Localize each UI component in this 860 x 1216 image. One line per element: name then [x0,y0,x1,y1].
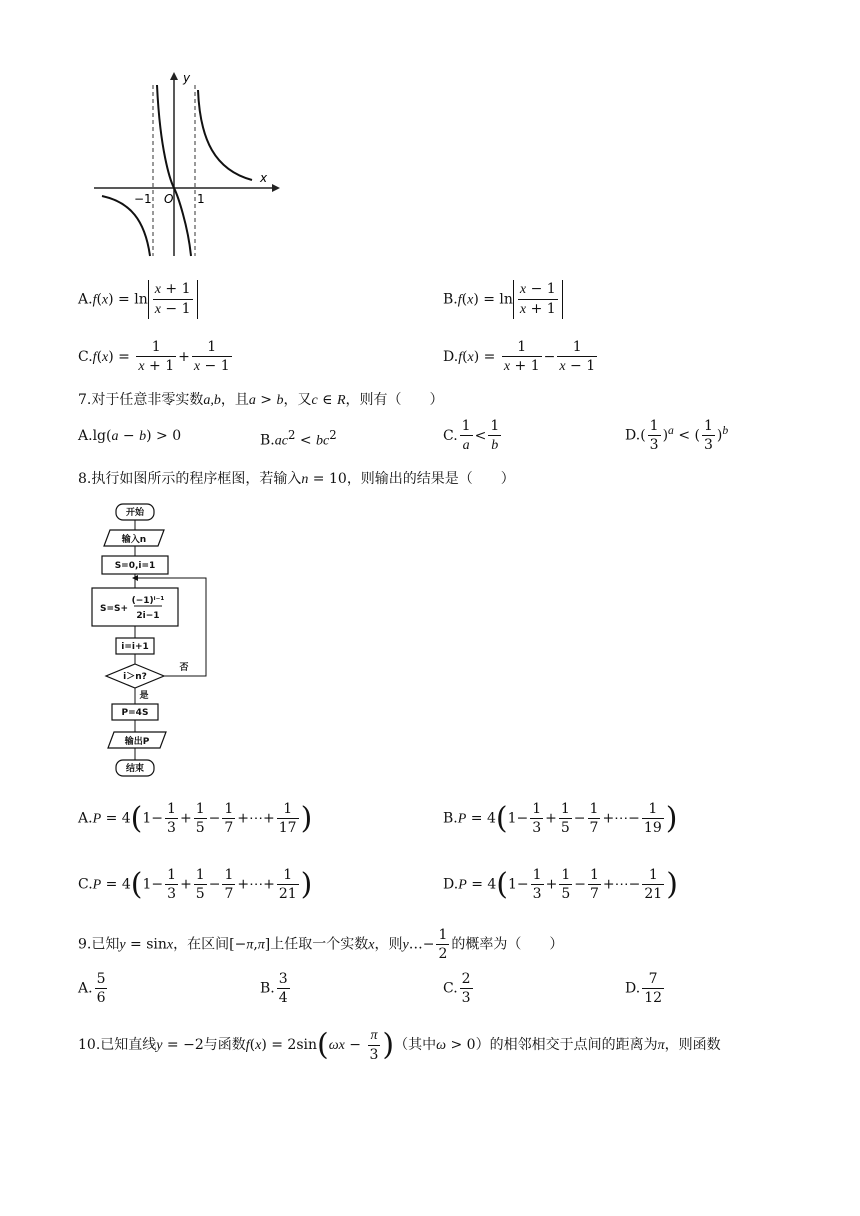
q7-option-d[interactable]: D.( $\frac{1}{3}$ )$^a$ < ( $\frac{1}{3}$ )$^b$ [625,418,729,453]
q7-option-a[interactable]: A.lg(a − b) > 0 [78,428,182,444]
q8-option-b[interactable]: B.P = 4(1− $\frac{1}{3}$ + $\frac{1}{5}$ − $\frac{1}{7}$ +⋯− $\frac{1}{19}$ ) [443,801,678,836]
flow-input: 输入n [121,535,147,545]
question-10: 10.已知直线y = −2与函数f(x) = 2sin(ωx − $\frac{\pi}{3}$ )（其中ω > 0）的相邻相交于点间的距离为π，则函数 [78,1027,721,1063]
function-graph [90,70,280,260]
q8-option-c[interactable]: C.P = 4(1− $\frac{1}{3}$ + $\frac{1}{5}$ − $\frac{1}{7}$ +⋯+ $\frac{1}{21}$ ) [78,867,313,902]
flow-inc: i=i+1 [121,642,149,652]
q6-option-d[interactable]: D.f(x) = $\frac{1}{x + 1}$ − $\frac{1}{x - 1}$ [443,339,596,374]
q6-option-c[interactable]: C.f(x) = $\frac{1}{x + 1}$ + $\frac{1}{x - 1}$ [78,339,230,374]
q9-option-d[interactable]: D. $\frac{7}{12}$ [625,971,663,1006]
question-9: 9.已知y = sinx，在区间[−π,π]上任取一个实数x，则y…− $\frac{1}{2}$ 的概率为（ ） [78,927,564,962]
question-8: 8.执行如图所示的程序框图，若输入n = 10，则输出的结果是（ ） [78,471,515,487]
flow-no: 否 [179,663,189,673]
flowchart [86,500,226,785]
y-axis-label: y [183,71,191,85]
q6-option-a[interactable]: A.f(x) = ln $\frac{x + 1}{x - 1}$ [78,280,198,319]
q9-option-b[interactable]: B. $\frac{3}{4}$ [260,971,288,1006]
flow-init: S=0,i=1 [114,561,156,571]
q6-option-b[interactable]: B.f(x) = ln $\frac{x - 1}{x + 1}$ [443,280,563,319]
tick-one: 1 [197,192,205,206]
flow-update-den: 2i−1 [136,611,160,621]
q7-option-b[interactable]: $B.ac^2 < bc^2$ [260,428,337,449]
tick-neg-one: −1 [134,192,152,206]
flow-update-num: (−1)ⁱ⁻¹ [131,596,165,606]
flow-p: P=4S [121,708,149,718]
flow-output: 输出P [124,737,150,747]
q8-option-a[interactable]: A.P = 4(1− $\frac{1}{3}$ + $\frac{1}{5}$ − $\frac{1}{7}$ +⋯+ $\frac{1}{17}$ ) [78,801,313,836]
x-axis-label: x [260,171,268,185]
flow-cond: i＞n? [123,672,147,682]
origin-label: O [164,192,174,206]
flow-end: 结束 [125,764,145,774]
q9-option-c[interactable]: C. $\frac{2}{3}$ [443,971,471,1006]
flow-start: 开始 [125,508,145,518]
q9-option-a[interactable]: A. $\frac{5}{6}$ [78,971,106,1006]
flow-yes: 是 [139,691,149,701]
q7-option-c[interactable]: C. $\frac{1}{a}$ < $\frac{1}{b}$ [443,418,500,453]
q8-option-d[interactable]: D.P = 4(1− $\frac{1}{3}$ + $\frac{1}{5}$ − $\frac{1}{7}$ +⋯− $\frac{1}{21}$ ) [443,867,678,902]
flow-update-prefix: S=S+ [99,604,129,614]
question-7: 7.对于任意非零实数a,b，且a > b，又c ∈ R，则有（ ） [78,392,444,408]
